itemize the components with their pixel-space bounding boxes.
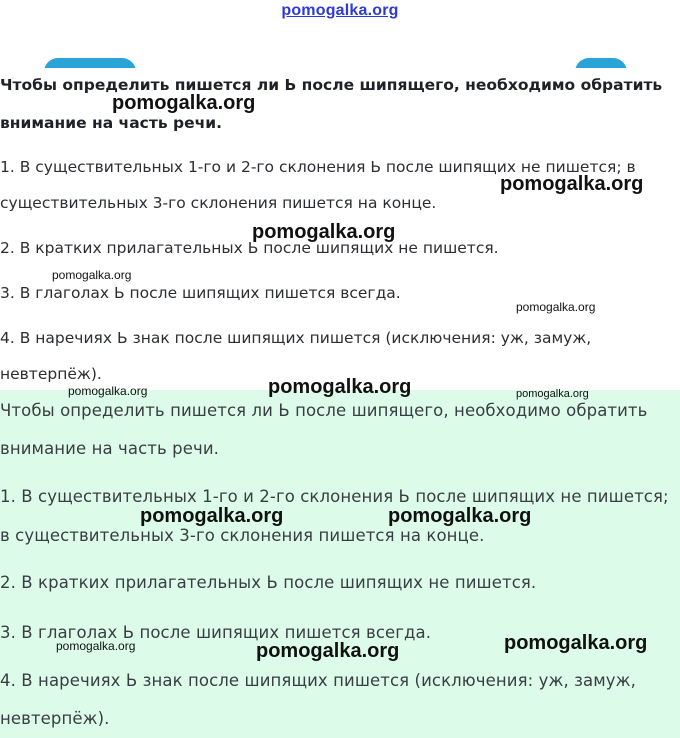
intro-line-2: внимание на часть речи. — [0, 114, 223, 132]
rule-3: 3. В глаголах Ь после шипящих пишется всегда. — [0, 623, 432, 642]
rule-4-line-1: 4. В наречиях Ь знак после шипящих пишется (исключения: уж, замуж, — [0, 329, 592, 347]
intro-line-1: Чтобы определить пишется ли Ь после шипящего, необходимо обратить — [0, 76, 663, 94]
watermark: pomogalka.org — [504, 632, 648, 654]
watermark: pomogalka.org — [516, 388, 589, 400]
watermark: pomogalka.org — [52, 268, 132, 282]
watermark: pomogalka.org — [112, 92, 256, 114]
answer-block-bottom — [0, 390, 680, 738]
watermark: pomogalka.org — [500, 173, 644, 195]
watermark: pomogalka.org — [388, 505, 532, 527]
rule-4-line-2: невтерпёж). — [0, 365, 102, 383]
rule-1-line-1: 1. В существительных 1-го и 2-го склонения Ь после шипящих не пишется; в — [0, 158, 636, 176]
watermark: pomogalka.org — [56, 639, 136, 653]
rule-1-line-1: 1. В существительных 1-го и 2-го склонения Ь после шипящих не пишется; — [0, 487, 669, 506]
rule-4-line-2: невтерпёж). — [0, 709, 110, 728]
rule-3: 3. В глаголах Ь после шипящих пишется всегда. — [0, 284, 401, 302]
watermark: pomogalka.org — [252, 221, 396, 243]
intro-line-2: внимание на часть речи. — [0, 439, 219, 458]
rule-4-line-1: 4. В наречиях Ь знак после шипящих пишется (исключения: уж, замуж, — [0, 671, 636, 690]
intro-line-1: Чтобы определить пишется ли Ь после шипящего, необходимо обратить — [0, 401, 648, 420]
rule-2: 2. В кратких прилагательных Ь после шипящих не пишется. — [0, 239, 499, 257]
watermark: pomogalka.org — [140, 505, 284, 527]
watermark: pomogalka.org — [68, 384, 148, 398]
watermark: pomogalka.org — [256, 640, 400, 662]
rule-1-line-2: в существительных 3-го склонения пишется на конце. — [0, 526, 485, 545]
site-link[interactable]: pomogalka.org — [281, 2, 399, 19]
rule-1-line-2: существительных 3-го склонения пишется на конце. — [0, 194, 437, 212]
rule-2: 2. В кратких прилагательных Ь после шипящих не пишется. — [0, 573, 537, 592]
watermark: pomogalka.org — [516, 300, 596, 314]
watermark: pomogalka.org — [268, 376, 412, 398]
